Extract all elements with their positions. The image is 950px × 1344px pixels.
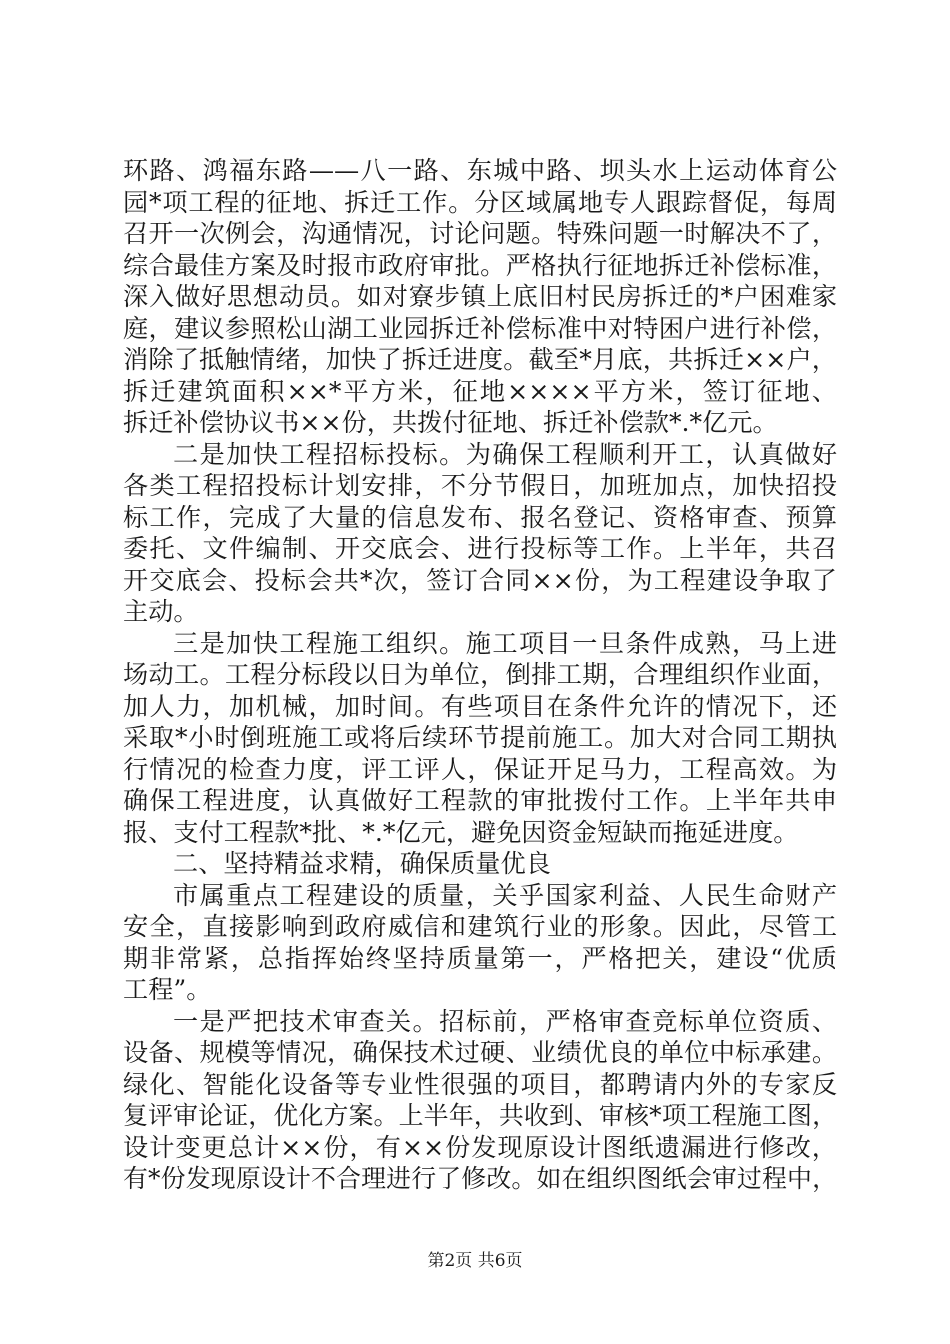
- text-line: 确保工程进度，认真做好工程款的审批拨付工作。上半年共申: [123, 786, 837, 815]
- text-line: 各类工程招投标计划安排，不分节假日，加班加点，加快招投: [123, 471, 837, 500]
- text-line: 标工作，完成了大量的信息发布、报名登记、资格审查、预算: [123, 502, 837, 532]
- text-line: 主动。: [123, 597, 199, 626]
- text-line: 园*项工程的征地、拆迁工作。分区域属地专人跟踪督促，每周: [123, 187, 837, 217]
- text-line: 安全，直接影响到政府威信和建筑行业的形象。因此，尽管工: [123, 912, 837, 941]
- text-line: 深入做好思想动员。如对寮步镇上底旧村民房拆迁的*户困难家: [123, 282, 837, 311]
- section-heading: 二、坚持精益求精，确保质量优良: [173, 849, 551, 878]
- text-line: 场动工。工程分标段以日为单位，倒排工期，合理组织作业面，: [123, 660, 837, 689]
- text-line: 报、支付工程款*批、*.*亿元，避免因资金短缺而拖延进度。: [123, 817, 799, 847]
- paragraph-start-line: 三是加快工程施工组织。施工项目一旦条件成熟，马上进: [173, 628, 837, 658]
- text-line: 绿化、智能化设备等专业性很强的项目，都聘请内外的专家反: [123, 1069, 837, 1099]
- paragraph-start-line: 一是严把技术审查关。招标前，严格审查竞标单位资质、: [173, 1006, 837, 1036]
- text-line: 加人力，加机械，加时间。有些项目在条件允许的情况下，还: [123, 691, 837, 721]
- page-number-footer: 第2页 共6页: [427, 1251, 523, 1271]
- text-line: 开交底会、投标会共*次，签订合同××份，为工程建设争取了: [123, 565, 837, 595]
- text-line: 环路、鸿福东路——八一路、东城中路、坝头水上运动体育公: [123, 156, 837, 185]
- paragraph-start-line: 市属重点工程建设的质量，关乎国家利益、人民生命财产: [173, 880, 837, 910]
- text-line: 拆迁建筑面积××*平方米，征地××××平方米，签订征地、: [123, 376, 837, 406]
- text-line: 复评审论证，优化方案。上半年，共收到、审核*项工程施工图，: [123, 1101, 837, 1130]
- text-line: 召开一次例会，沟通情况，讨论问题。特殊问题一时解决不了，: [123, 219, 837, 248]
- paragraph-start-line: 二是加快工程招标投标。为确保工程顺利开工，认真做好: [173, 439, 837, 469]
- text-line: 庭，建议参照松山湖工业园拆迁补偿标准中对特困户进行补偿，: [123, 313, 837, 343]
- text-line: 设备、规模等情况，确保技术过硬、业绩优良的单位中标承建。: [123, 1038, 837, 1067]
- text-line: 消除了抵触情绪，加快了拆迁进度。截至*月底，共拆迁××户，: [123, 345, 837, 374]
- text-line: 设计变更总计××份，有××份发现原设计图纸遗漏进行修改，: [123, 1132, 837, 1162]
- text-line: 综合最佳方案及时报市政府审批。严格执行征地拆迁补偿标准，: [123, 250, 837, 280]
- text-line: 采取*小时倒班施工或将后续环节提前施工。加大对合同工期执: [123, 723, 837, 752]
- text-line: 拆迁补偿协议书××份，共拨付征地、拆迁补偿款*.*亿元。: [123, 408, 778, 437]
- text-line: 委托、文件编制、开交底会、进行投标等工作。上半年，共召: [123, 534, 837, 563]
- body-text: [123, 155, 837, 1195]
- text-line: 期非常紧，总指挥始终坚持质量第一，严格把关，建设“优质: [123, 943, 837, 973]
- text-line: 有*份发现原设计不合理进行了修改。如在组织图纸会审过程中，: [123, 1164, 837, 1193]
- text-line: 行情况的检查力度，评工评人，保证开足马力，工程高效。为: [123, 754, 837, 784]
- text-line: 工程”。: [123, 975, 212, 1004]
